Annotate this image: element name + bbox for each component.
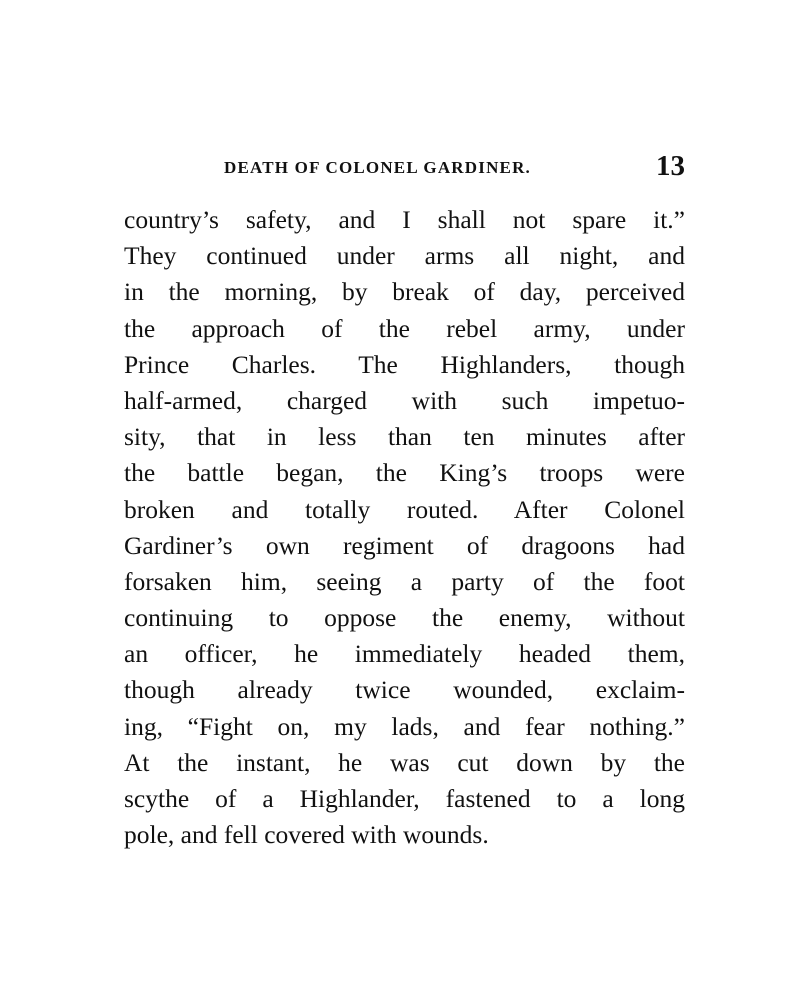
text-line: in the morning, by break of day, perceived	[124, 277, 685, 307]
text-line: the battle began, the King’s troops were	[124, 458, 685, 488]
text-line: At the instant, he was cut down by the	[124, 747, 685, 777]
text-line: scythe of a Highlander, fastened to a long	[124, 784, 685, 813]
text-line: broken and totally routed. After Colonel	[124, 494, 685, 524]
running-header	[124, 150, 685, 190]
text-line: sity, that in less than ten minutes after	[124, 422, 685, 452]
text-line: Prince Charles. The Highlanders, though	[124, 349, 685, 379]
text-line: half-armed, charged with such impetuo-	[124, 385, 685, 415]
text-line: though already twice wounded, exclaim-	[124, 675, 685, 705]
text-line: They continued under arms all night, and	[124, 241, 685, 271]
text-line: forsaken him, seeing a party of the foot	[124, 566, 685, 596]
text-line: continuing to oppose the enemy, without	[124, 603, 685, 633]
body-text	[124, 202, 685, 853]
text-line: country’s safety, and I shall not spare it.”	[124, 205, 685, 234]
page-number: 13	[656, 150, 685, 182]
text-line: Gardiner’s own regiment of dragoons had	[124, 530, 685, 560]
running-title: DEATH OF COLONEL GARDINER.	[224, 158, 532, 177]
text-line: ing, “Fight on, my lads, and fear nothing.”	[124, 711, 685, 741]
text-line: an officer, he immediately headed them,	[124, 639, 685, 669]
text-line: the approach of the rebel army, under	[124, 313, 685, 343]
text-line: pole, and fell covered with wounds.	[124, 820, 489, 850]
